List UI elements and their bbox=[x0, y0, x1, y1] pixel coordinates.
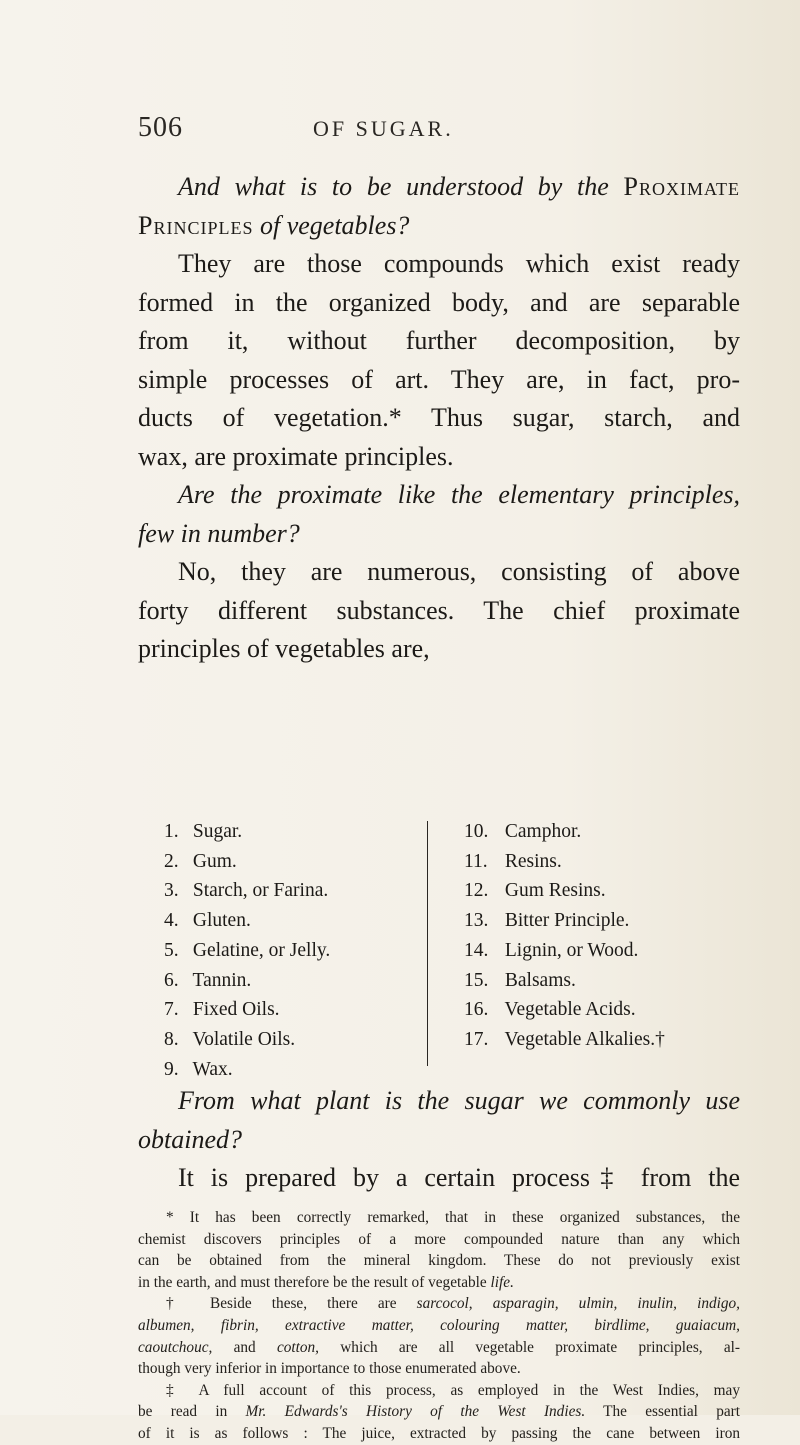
footnote-3-line: ‡ A full account of this process, as employed in the West Indies, may bbox=[166, 1381, 740, 1399]
list-item-label: Fixed Oils. bbox=[192, 999, 280, 1021]
footnote-1-line: can be obtained from the mineral kingdom. These do not previously exist bbox=[138, 1252, 740, 1270]
list-item-number: 8. bbox=[164, 1028, 179, 1050]
list-column-left bbox=[164, 817, 424, 1084]
column-divider bbox=[427, 821, 428, 1066]
question-1-text: And what is to be understood by the bbox=[178, 172, 609, 201]
list-item bbox=[464, 995, 734, 1025]
list-item bbox=[464, 847, 734, 877]
list-item bbox=[464, 876, 734, 906]
footnote-2-italic: cotton, bbox=[276, 1338, 319, 1356]
list-item bbox=[164, 906, 424, 936]
list-item-number: 9. bbox=[164, 1058, 179, 1080]
list-item-number: 2. bbox=[164, 850, 179, 872]
footnote-2-line bbox=[138, 1337, 740, 1359]
answer-2-line: principles of vegetables are, bbox=[138, 634, 430, 663]
list-item-number: 15. bbox=[464, 969, 489, 991]
list-item bbox=[164, 966, 424, 996]
list-item bbox=[464, 817, 734, 847]
footnote-1-line: * It has been correctly remarked, that in these organized substances, the bbox=[166, 1209, 740, 1226]
list-item-label: Gelatine, or Jelly. bbox=[192, 939, 331, 961]
question-1-line-2 bbox=[138, 207, 740, 246]
question-2-line: Are the proximate like the elementary principles, bbox=[178, 480, 740, 509]
answer-1-line: from it, without further decomposition, by bbox=[138, 326, 740, 355]
footnote-2-italic: sarcocol, asparagin, ulmin, inulin, indigo, bbox=[416, 1295, 741, 1313]
list-item-number: 3. bbox=[164, 880, 179, 902]
footnote-1-text: in the earth, and must therefore be the result of vegetable bbox=[138, 1273, 487, 1291]
footnote-3-line bbox=[138, 1401, 740, 1423]
answer-1-line: simple processes of art. They are, in fact, pro- bbox=[138, 364, 740, 394]
question-3-line: obtained? bbox=[138, 1124, 242, 1154]
list-item bbox=[164, 995, 424, 1025]
list-item bbox=[464, 906, 734, 936]
list-item-label: Lignin, or Wood. bbox=[504, 939, 639, 961]
list-item-label: Volatile Oils. bbox=[192, 1028, 296, 1050]
list-item-number: 7. bbox=[164, 999, 179, 1021]
footnote-2-line bbox=[138, 1293, 740, 1315]
running-head: OF SUGAR. bbox=[313, 116, 454, 141]
list-item bbox=[164, 1055, 424, 1085]
question-1-smallcaps: Proximate bbox=[623, 172, 741, 201]
list-item bbox=[164, 876, 424, 906]
footnote-1-line bbox=[138, 1272, 740, 1294]
after-list-text bbox=[138, 1082, 740, 1198]
list-item-label: Gum Resins. bbox=[504, 880, 606, 902]
question-3-line: From what plant is the sugar we commonly use bbox=[178, 1086, 740, 1115]
list-item-number: 6. bbox=[164, 969, 179, 991]
list-item-label: Vegetable Alkalies.† bbox=[504, 1028, 665, 1050]
list-item-number: 1. bbox=[164, 821, 179, 842]
list-item bbox=[164, 817, 424, 847]
list-item-label: Sugar. bbox=[192, 821, 243, 842]
answer-1-line: wax, are proximate principles. bbox=[138, 441, 454, 471]
footnote-1-line: chemist discovers principles of a more compounded nature than any which bbox=[138, 1230, 740, 1248]
list-item-number: 11. bbox=[464, 850, 488, 872]
footnote-3-italic: Mr. Edwards's History of the West Indies. bbox=[245, 1403, 586, 1421]
question-1-smallcaps-2: Principles bbox=[138, 210, 254, 240]
question-2-line: few in number? bbox=[138, 518, 300, 548]
list-item-label: Balsams. bbox=[504, 969, 576, 991]
page-header bbox=[138, 112, 728, 152]
answer-2-line: forty different substances. The chief proximate bbox=[138, 595, 740, 625]
list-item bbox=[464, 936, 734, 966]
list-item-label: Gluten. bbox=[192, 910, 251, 932]
answer-3-line: It is prepared by a certain process‡ from the bbox=[178, 1163, 740, 1192]
question-1-line-1 bbox=[138, 168, 740, 207]
list-item bbox=[464, 1025, 734, 1055]
footnote-2-text: which are all vegetable proximate principles, al- bbox=[340, 1338, 740, 1356]
question-1-end: of vegetables? bbox=[259, 210, 410, 240]
footnote-2-line: though very inferior in importance to those enumerated above. bbox=[138, 1360, 521, 1378]
list-item-number: 12. bbox=[464, 880, 489, 902]
list-item-number: 17. bbox=[464, 1028, 489, 1050]
answer-1-line: ducts of vegetation.* Thus sugar, starch, and bbox=[138, 403, 740, 432]
list-item-label: Gum. bbox=[192, 850, 237, 872]
list-item-label: Tannin. bbox=[192, 969, 252, 991]
list-item-number: 5. bbox=[164, 939, 179, 961]
list-item-number: 14. bbox=[464, 939, 489, 961]
footnote-1-italic: life. bbox=[490, 1273, 514, 1291]
list-item-number: 4. bbox=[164, 910, 179, 932]
footnote-3-line: of it is as follows : The juice, extracted by passing the cane between iron bbox=[138, 1424, 740, 1442]
list-item-label: Vegetable Acids. bbox=[504, 999, 636, 1021]
footnote-2-text: and bbox=[233, 1338, 256, 1356]
list-item-label: Bitter Principle. bbox=[504, 910, 630, 932]
footnote-3-text: The essential part bbox=[603, 1403, 740, 1421]
footnotes bbox=[138, 1207, 740, 1445]
list-item bbox=[464, 966, 734, 996]
list-item-label: Resins. bbox=[504, 850, 562, 872]
footnote-3-text: be read in bbox=[138, 1403, 228, 1421]
footnote-2-line: albumen, fibrin, extractive matter, colouring matter, birdlime, guaiacum, bbox=[138, 1316, 740, 1334]
list-item-label: Camphor. bbox=[504, 821, 582, 842]
page-number: 506 bbox=[138, 112, 183, 143]
list-item-number: 16. bbox=[464, 999, 489, 1021]
answer-1-line: They are those compounds which exist ready bbox=[178, 249, 740, 278]
answer-1-line: formed in the organized body, and are separable bbox=[138, 287, 740, 317]
list-item bbox=[164, 1025, 424, 1055]
list-item bbox=[164, 936, 424, 966]
list-item-label: Starch, or Farina. bbox=[192, 880, 329, 902]
footnote-2-italic: caoutchouc, bbox=[138, 1338, 213, 1356]
list-item-number: 10. bbox=[464, 821, 489, 842]
list-item-label: Wax. bbox=[192, 1058, 233, 1080]
footnote-2-text: † Beside these, there are bbox=[166, 1295, 397, 1313]
answer-2-line: No, they are numerous, consisting of above bbox=[178, 557, 740, 586]
list-column-right bbox=[464, 817, 734, 1055]
list-item-number: 13. bbox=[464, 910, 489, 932]
list-item bbox=[164, 847, 424, 877]
main-text bbox=[138, 168, 740, 669]
